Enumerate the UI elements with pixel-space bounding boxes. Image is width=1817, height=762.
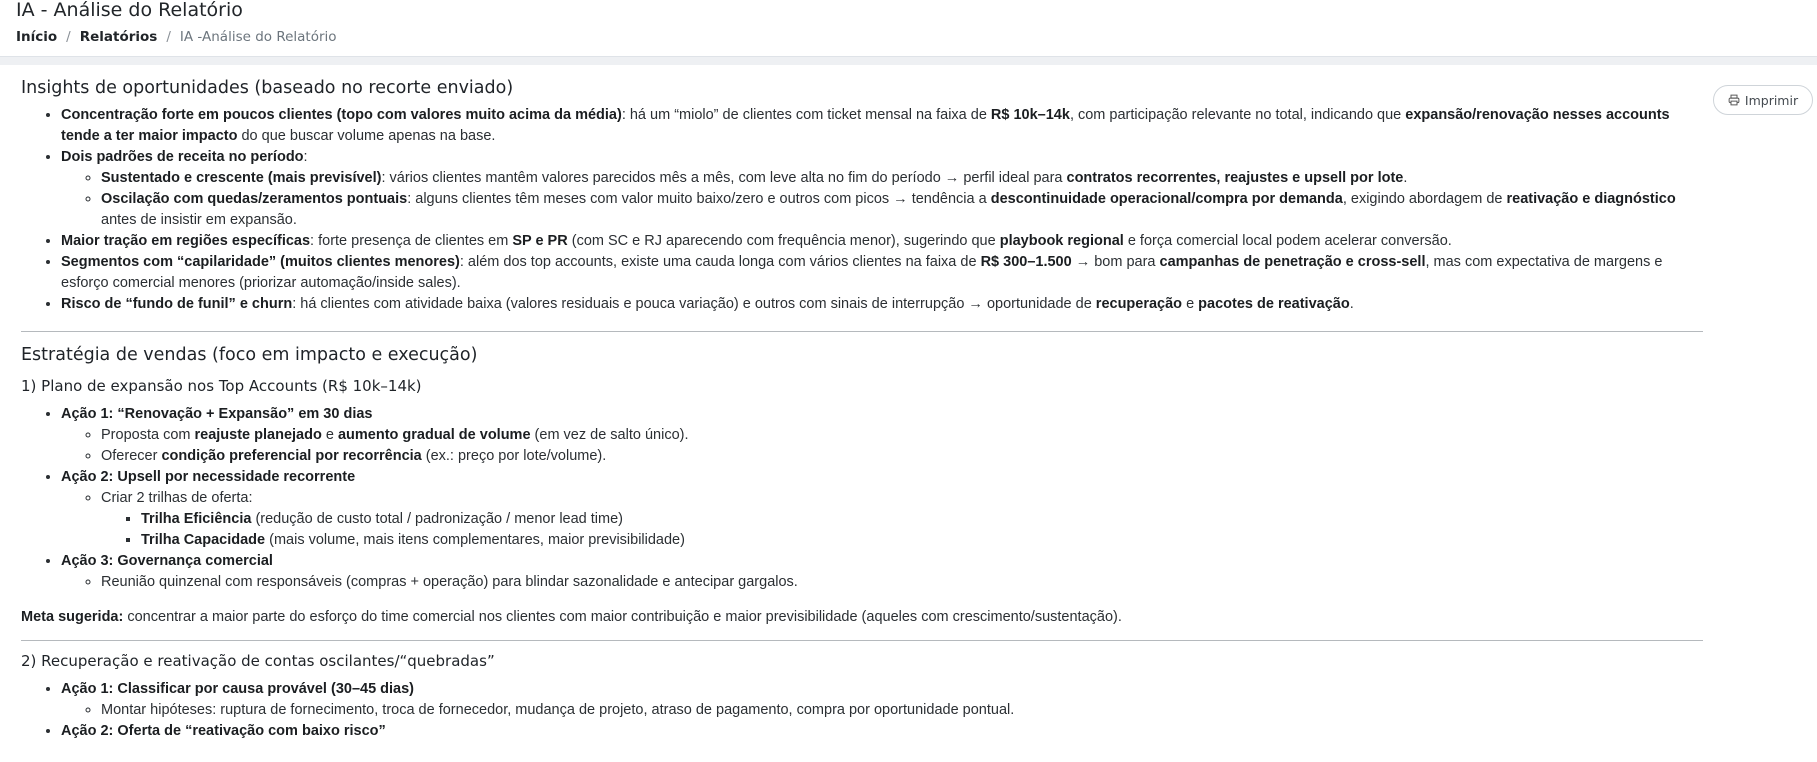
insight-subitem: ◦ Oscilação com quedas/zeramentos pontuais: alguns clientes têm meses com valor muito baixo/zero e outros com picos → tendência a descontinuidade operacional/compra por demanda, exigindo abordagem de reativação e diagnóstico antes de insistir em expansão. — [101, 189, 1701, 231]
report-content — [21, 65, 1701, 742]
breadcrumb-current: IA -Análise do Relatório — [179, 29, 337, 45]
action-item: • Ação 2: Upsell por necessidade recorrente ◦ Criar 2 trilhas de oferta: ▪ Trilha Eficiência (redução de custo total / padronização / menor lead time) ▪ Trilha Capacidade (mais volume, mais itens complementares, maior previsibilidade) — [61, 467, 1701, 551]
print-button-label: Imprimir — [1744, 92, 1799, 108]
action-item: • Ação 3: Governança comercial ◦ Reunião quinzenal com responsáveis (compras + operação) para blindar sazonalidade e antecipar gargalos. — [61, 551, 1701, 593]
plan1-actions — [21, 404, 1701, 593]
breadcrumb-separator: / — [66, 29, 71, 45]
suggested-goal: Meta sugerida: concentrar a maior parte do esforço do time comercial nos clientes com maior contribuição e maior previsibilidade (aqueles com crescimento/sustentação). — [21, 609, 1122, 625]
page-header — [0, 0, 1817, 57]
action-item: • Ação 2: Oferta de “reativação com baixo risco” — [61, 721, 1701, 742]
report-card — [0, 65, 1817, 762]
print-button[interactable] — [1713, 85, 1813, 115]
action-item: • Ação 1: “Renovação + Expansão” em 30 dias ◦ Proposta com reajuste planejado e aumento gradual de volume (em vez de salto único). ◦ Oferecer condição preferencial por recorrência (ex.: preço por lote/volume). — [61, 404, 1701, 467]
insight-item: • Maior tração em regiões específicas: forte presença de clientes em SP e PR (com SC e RJ aparecendo com frequência menor), sugerindo que playbook regional e força comercial local podem acelerar conversão. — [61, 231, 1701, 252]
action-item: • Ação 1: Classificar por causa provável (30–45 dias) ◦ Montar hipóteses: ruptura de fornecimento, troca de fornecedor, mudança de projeto, atraso de pagamento, compra por oportunidade pontual. — [61, 679, 1701, 721]
insight-item: • Concentração forte em poucos clientes (topo com valores muito acima da média): há um “miolo” de clientes com ticket mensal na faixa de R$ 10k–14k, com participação relevante no total, indicando que expansão/renovação nesses accounts tende a ter maior impacto do que buscar volume apenas na base. — [61, 105, 1701, 147]
insights-list — [21, 105, 1701, 315]
insight-item: • Risco de “fundo de funil” e churn: há clientes com atividade baixa (valores residuais e pouca variação) e outros com sinais de interrupção → oportunidade de recuperação e pacotes de reativação. — [61, 294, 1701, 315]
action-subitem: ◦ Proposta com reajuste planejado e aumento gradual de volume (em vez de salto único). — [101, 425, 1701, 446]
page-title: IA - Análise do Relatório — [16, 0, 243, 21]
strategy-title: Estratégia de vendas (foco em impacto e execução) — [21, 345, 478, 365]
insight-subitem: ◦ Sustentado e crescente (mais previsível): vários clientes mantêm valores parecidos mês a mês, com leve alta no fim do período → perfil ideal para contratos recorrentes, reajustes e upsell por lote. — [101, 168, 1701, 189]
printer-icon — [1728, 94, 1740, 106]
plan1-title: 1) Plano de expansão nos Top Accounts (R$ 10k–14k) — [21, 377, 422, 395]
breadcrumb-link-inicio[interactable]: Início — [16, 29, 58, 45]
action-subitem: ◦ Reunião quinzenal com responsáveis (compras + operação) para blindar sazonalidade e antecipar gargalos. — [101, 572, 1701, 593]
action-subitem: ◦ Oferecer condição preferencial por recorrência (ex.: preço por lote/volume). — [101, 446, 1701, 467]
insight-item: • Dois padrões de receita no período: ◦ Sustentado e crescente (mais previsível): vários clientes mantêm valores parecidos mês a mês, com leve alta no fim do período → perfil ideal para contratos recorrentes, reajustes e upsell por lote. ◦ Oscilação com quedas/zeramentos pontuais: alguns clientes têm meses com valor muito baixo/zero e outros com picos → tendência a descontinuidade operacional/compra por demanda, exigindo abordagem de reativação e diagnóstico antes de insistir em expansão. — [61, 147, 1701, 231]
action-subitem: ◦ Criar 2 trilhas de oferta: ▪ Trilha Eficiência (redução de custo total / padronização / menor lead time) ▪ Trilha Capacidade (mais volume, mais itens complementares, maior previsibilidade) — [101, 488, 1701, 551]
breadcrumb-link-relatorios[interactable]: Relatórios — [79, 29, 158, 45]
offer-track: ▪ Trilha Eficiência (redução de custo total / padronização / menor lead time) — [141, 509, 1701, 530]
insight-item: • Segmentos com “capilaridade” (muitos clientes menores): além dos top accounts, existe uma cauda longa com vários clientes na faixa de R$ 300–1.500 → bom para campanhas de penetração e cross-sell, mas com expectativa de margens e esforço comercial menores (priorizar automação/inside sales). — [61, 252, 1701, 294]
plan2-actions — [21, 679, 1701, 742]
action-subitem: ◦ Montar hipóteses: ruptura de fornecimento, troca de fornecedor, mudança de projeto, atraso de pagamento, compra por oportunidade pontual. — [101, 700, 1701, 721]
breadcrumb-separator: / — [166, 29, 171, 45]
offer-track: ▪ Trilha Capacidade (mais volume, mais itens complementares, maior previsibilidade) — [141, 530, 1701, 551]
breadcrumb — [16, 29, 337, 45]
plan2-title: 2) Recuperação e reativação de contas oscilantes/“quebradas” — [21, 652, 495, 670]
insights-title: Insights de oportunidades (baseado no recorte enviado) — [21, 78, 514, 98]
